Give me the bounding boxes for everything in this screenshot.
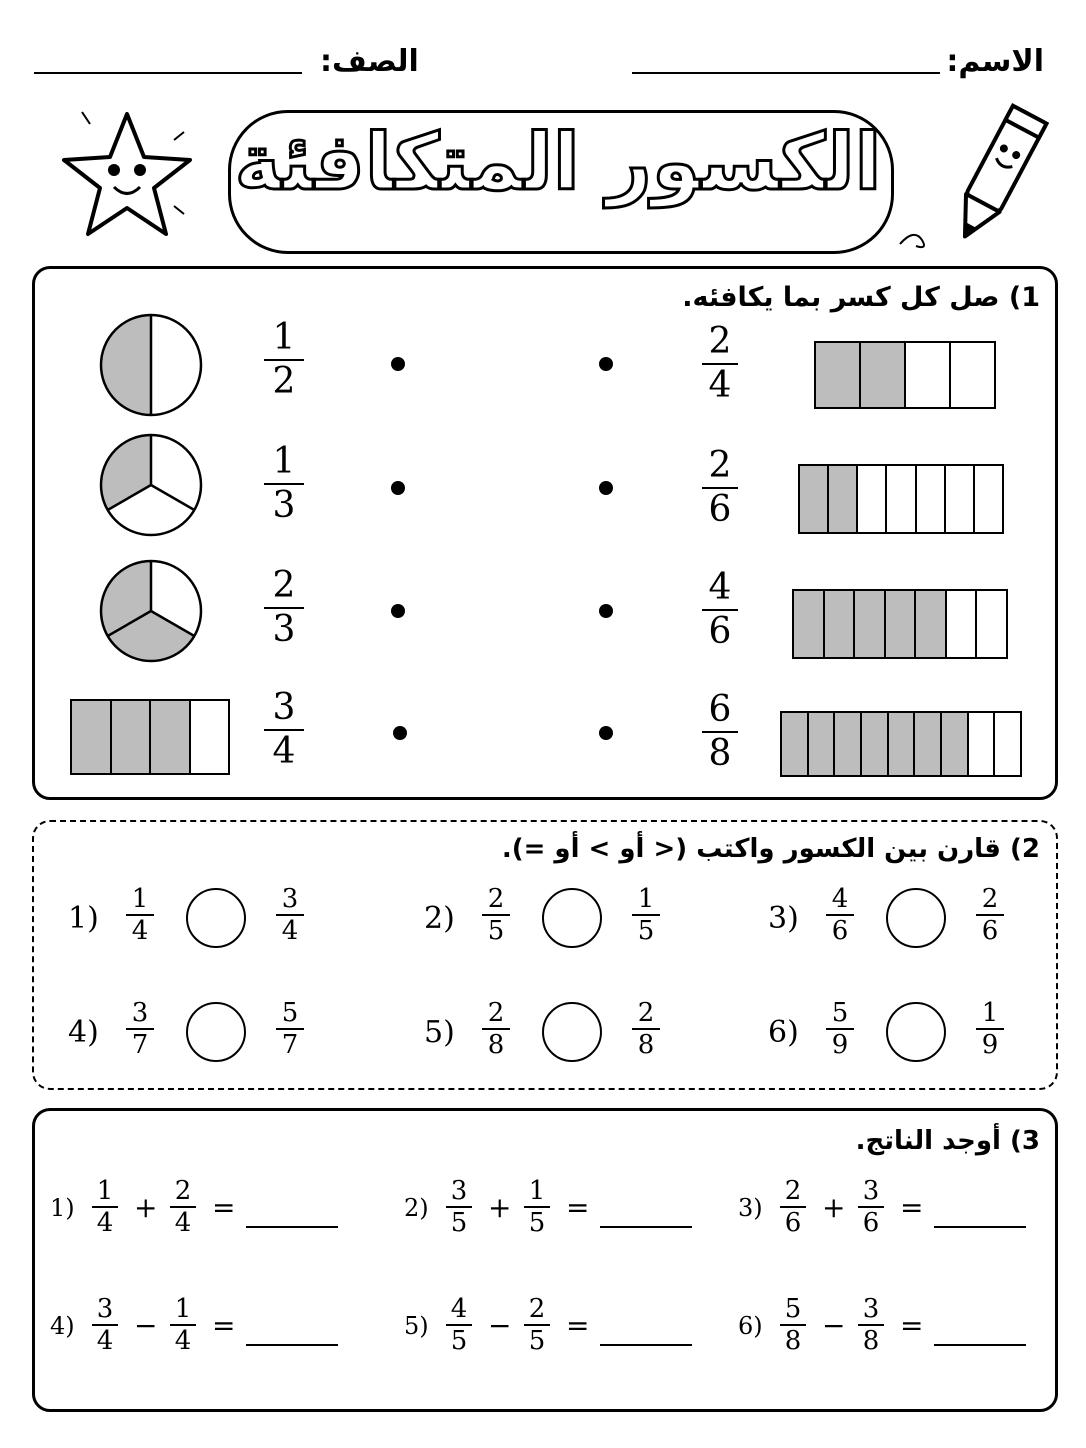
denominator: 4 <box>131 916 149 947</box>
shaded-cell <box>860 713 887 775</box>
item-number: 1) <box>68 901 99 936</box>
equals-sign: = <box>900 1191 924 1224</box>
shaded-cell <box>827 466 856 532</box>
compare-circle[interactable] <box>186 888 246 948</box>
item-number: 6) <box>738 1312 763 1340</box>
denominator: 8 <box>708 732 732 774</box>
shaded-cell <box>884 591 915 657</box>
fraction <box>276 998 304 1061</box>
denominator: 8 <box>637 1030 655 1061</box>
fraction <box>976 884 1004 947</box>
shaded-cell <box>72 701 110 773</box>
item-number: 2) <box>424 901 455 936</box>
pencil-icon <box>896 96 1066 256</box>
empty-cell <box>975 591 1006 657</box>
item-number: 5) <box>404 1312 429 1340</box>
shaded-cell <box>800 466 827 532</box>
compare-circle[interactable] <box>186 1002 246 1062</box>
answer-blank[interactable] <box>246 1226 338 1228</box>
name-label: الاسم: <box>946 44 1044 79</box>
compare-circle[interactable] <box>542 888 602 948</box>
equals-sign: = <box>566 1309 590 1342</box>
fraction <box>170 1176 196 1239</box>
bar-model <box>792 589 1008 659</box>
fraction <box>702 567 738 652</box>
fraction <box>92 1294 118 1357</box>
numerator: 1 <box>174 1294 192 1324</box>
denominator: 6 <box>708 610 732 652</box>
denominator: 2 <box>272 360 296 402</box>
numerator: 4 <box>831 884 849 914</box>
numerator: 2 <box>174 1176 192 1206</box>
numerator: 4 <box>450 1294 468 1324</box>
circle-half-shaded <box>98 312 204 418</box>
denominator: 4 <box>708 364 732 406</box>
denominator: 7 <box>131 1030 149 1061</box>
denominator: 7 <box>281 1030 299 1061</box>
denominator: 6 <box>981 916 999 947</box>
numerator: 6 <box>708 689 732 730</box>
numerator: 1 <box>637 884 655 914</box>
fraction <box>702 689 738 774</box>
denominator: 4 <box>96 1326 114 1357</box>
denominator: 5 <box>528 1326 546 1357</box>
item-number: 6) <box>768 1015 799 1050</box>
denominator: 8 <box>487 1030 505 1061</box>
fraction <box>264 441 304 526</box>
operator: − <box>488 1309 512 1342</box>
bar-model <box>814 341 996 409</box>
numerator: 2 <box>528 1294 546 1324</box>
left-bar-model <box>70 699 230 775</box>
numerator: 3 <box>862 1294 880 1324</box>
fraction <box>632 884 660 947</box>
denominator: 4 <box>96 1208 114 1239</box>
item-number: 3) <box>768 901 799 936</box>
operator: + <box>488 1191 512 1224</box>
match-dot[interactable] <box>599 357 613 371</box>
name-line[interactable] <box>632 72 940 74</box>
empty-cell <box>967 713 994 775</box>
numerator: 3 <box>281 884 299 914</box>
match-dot[interactable] <box>391 604 405 618</box>
equals-sign: = <box>900 1309 924 1342</box>
equals-sign: = <box>566 1191 590 1224</box>
fraction <box>702 445 738 530</box>
match-dot[interactable] <box>393 726 407 740</box>
class-line[interactable] <box>34 72 302 74</box>
numerator: 3 <box>862 1176 880 1206</box>
fraction <box>264 687 304 772</box>
denominator: 3 <box>272 484 296 526</box>
match-dot[interactable] <box>599 481 613 495</box>
denominator: 5 <box>637 916 655 947</box>
compare-circle[interactable] <box>886 888 946 948</box>
match-dot[interactable] <box>599 604 613 618</box>
fraction <box>126 884 154 947</box>
empty-cell <box>885 466 914 532</box>
item-number: 4) <box>68 1015 99 1050</box>
equals-sign: = <box>212 1191 236 1224</box>
shaded-cell <box>887 713 914 775</box>
page-title: الكسور المتكافئة <box>234 118 882 208</box>
shaded-cell <box>807 713 834 775</box>
denominator: 6 <box>784 1208 802 1239</box>
compare-circle[interactable] <box>886 1002 946 1062</box>
empty-cell <box>189 701 229 773</box>
empty-cell <box>973 466 1002 532</box>
denominator: 4 <box>174 1208 192 1239</box>
numerator: 5 <box>281 998 299 1028</box>
empty-cell <box>945 591 976 657</box>
fraction <box>858 1176 884 1239</box>
answer-blank[interactable] <box>246 1344 338 1346</box>
shaded-cell <box>833 713 860 775</box>
numerator: 1 <box>131 884 149 914</box>
fraction <box>170 1294 196 1357</box>
numerator: 2 <box>708 321 732 362</box>
numerator: 2 <box>784 1176 802 1206</box>
shaded-cell <box>816 343 859 407</box>
class-label: الصف: <box>320 44 419 79</box>
numerator: 1 <box>272 317 296 358</box>
fraction <box>276 884 304 947</box>
answer-blank[interactable] <box>934 1226 1026 1228</box>
answer-blank[interactable] <box>600 1226 692 1228</box>
denominator: 5 <box>528 1208 546 1239</box>
shaded-cell <box>794 591 823 657</box>
numerator: 3 <box>450 1176 468 1206</box>
compare-circle[interactable] <box>542 1002 602 1062</box>
shaded-cell <box>913 713 940 775</box>
item-number: 2) <box>404 1194 429 1222</box>
fraction <box>482 998 510 1061</box>
section2-heading: 2) قارن بين الكسور واكتب (< أو > أو =). <box>501 834 1040 864</box>
equals-sign: = <box>212 1309 236 1342</box>
denominator: 9 <box>831 1030 849 1061</box>
section1-heading: 1) صل كل كسر بما يكافئه. <box>682 282 1040 313</box>
empty-cell <box>915 466 944 532</box>
item-number: 4) <box>50 1312 75 1340</box>
empty-cell <box>856 466 885 532</box>
operator: − <box>134 1309 158 1342</box>
fraction <box>482 884 510 947</box>
denominator: 8 <box>862 1326 880 1357</box>
fraction <box>524 1176 550 1239</box>
section3-heading: 3) أوجد الناتج. <box>855 1126 1040 1156</box>
denominator: 3 <box>272 608 296 650</box>
fraction <box>446 1294 472 1357</box>
fraction <box>702 321 738 406</box>
numerator: 2 <box>981 884 999 914</box>
circle-third-shaded <box>98 432 204 538</box>
shaded-cell <box>859 343 904 407</box>
answer-blank[interactable] <box>600 1344 692 1346</box>
numerator: 1 <box>272 441 296 482</box>
fraction <box>858 1294 884 1357</box>
numerator: 2 <box>487 998 505 1028</box>
denominator: 8 <box>784 1326 802 1357</box>
empty-cell <box>944 466 973 532</box>
numerator: 1 <box>528 1176 546 1206</box>
bar-model <box>798 464 1004 534</box>
fraction <box>264 565 304 650</box>
fraction <box>632 998 660 1061</box>
numerator: 1 <box>96 1176 114 1206</box>
denominator: 9 <box>981 1030 999 1061</box>
numerator: 2 <box>708 445 732 486</box>
numerator: 3 <box>272 687 296 728</box>
denominator: 6 <box>831 916 849 947</box>
bar-model <box>780 711 1022 777</box>
empty-cell <box>993 713 1020 775</box>
numerator: 4 <box>708 567 732 608</box>
item-number: 1) <box>50 1194 75 1222</box>
numerator: 3 <box>96 1294 114 1324</box>
numerator: 5 <box>784 1294 802 1324</box>
operator: + <box>134 1191 158 1224</box>
numerator: 2 <box>487 884 505 914</box>
shaded-cell <box>940 713 967 775</box>
item-number: 3) <box>738 1194 763 1222</box>
match-dot[interactable] <box>391 357 405 371</box>
denominator: 4 <box>174 1326 192 1357</box>
operator: − <box>822 1309 846 1342</box>
numerator: 5 <box>831 998 849 1028</box>
fraction <box>976 998 1004 1061</box>
numerator: 1 <box>981 998 999 1028</box>
fraction <box>780 1294 806 1357</box>
match-dot[interactable] <box>599 726 613 740</box>
numerator: 3 <box>131 998 149 1028</box>
shaded-cell <box>110 701 150 773</box>
denominator: 6 <box>862 1208 880 1239</box>
numerator: 2 <box>272 565 296 606</box>
shaded-cell <box>853 591 884 657</box>
shaded-cell <box>782 713 807 775</box>
shaded-cell <box>149 701 189 773</box>
fraction <box>446 1176 472 1239</box>
star-icon <box>52 102 202 252</box>
denominator: 5 <box>450 1326 468 1357</box>
denominator: 5 <box>487 916 505 947</box>
fraction <box>126 998 154 1061</box>
shaded-cell <box>823 591 854 657</box>
fraction <box>826 998 854 1061</box>
numerator: 2 <box>637 998 655 1028</box>
denominator: 6 <box>708 488 732 530</box>
fraction <box>92 1176 118 1239</box>
fraction <box>780 1176 806 1239</box>
empty-cell <box>904 343 949 407</box>
denominator: 4 <box>281 916 299 947</box>
match-dot[interactable] <box>391 481 405 495</box>
denominator: 5 <box>450 1208 468 1239</box>
circle-two-thirds-shaded <box>98 558 204 664</box>
fraction <box>264 317 304 402</box>
answer-blank[interactable] <box>934 1344 1026 1346</box>
denominator: 4 <box>272 730 296 772</box>
fraction <box>524 1294 550 1357</box>
shaded-cell <box>914 591 945 657</box>
fraction <box>826 884 854 947</box>
item-number: 5) <box>424 1015 455 1050</box>
empty-cell <box>949 343 994 407</box>
operator: + <box>822 1191 846 1224</box>
